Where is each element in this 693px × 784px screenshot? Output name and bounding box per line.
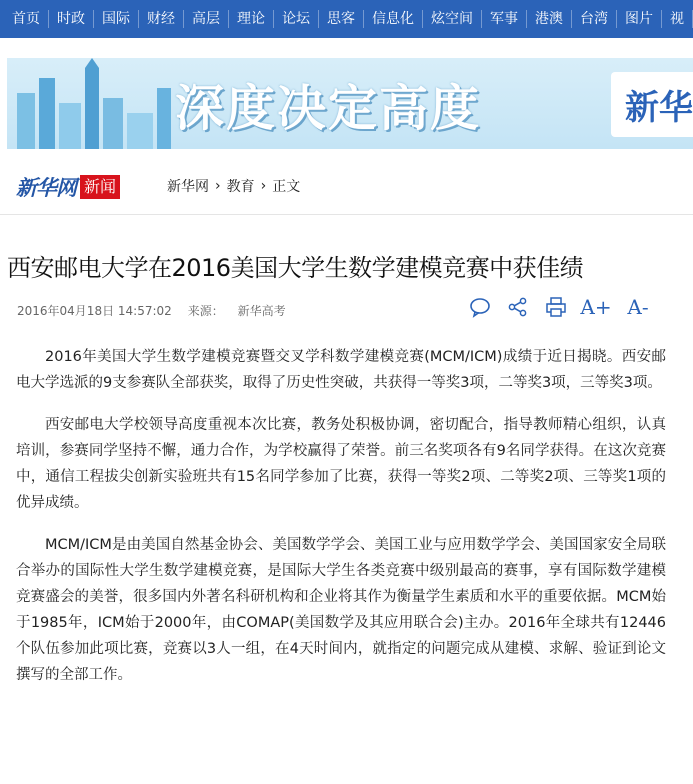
logo-name: 新华网 — [16, 176, 76, 200]
nav-item[interactable]: 理论 — [229, 10, 274, 28]
article-meta — [17, 302, 286, 319]
nav-item[interactable]: 论坛 — [274, 10, 319, 28]
nav-item[interactable]: 国际 — [94, 10, 139, 28]
breadcrumb-separator: › — [215, 178, 221, 194]
article-paragraph: MCM/ICM是由美国自然基金协会、美国数学学会、美国工业与应用数学学会、美国国家安全局联合举办的国际性大学生数学建模竞赛，是国际大学生各类竞赛中级别最高的赛事，享有国际数学建模竞赛盛会的美誉，很多国内外著名科研机构和企业将其作为衡量学生素质和水平的重要依据。MCM始于1985年，ICM始于2000年，由COMAP(美国数学及其应用联合会)主办。2016年全球共有12446个队伍参加此项比赛，竞赛以3人一组，在4天时间内，就指定的问题完成从建模、求解、验证到论文撰写的全部工作。 — [16, 537, 666, 683]
banner-ad[interactable] — [7, 58, 693, 149]
source-label: 来源： — [187, 304, 224, 318]
comment-icon[interactable] — [469, 296, 491, 318]
breadcrumb-education[interactable]: 教育 — [226, 179, 255, 195]
nav-item[interactable]: 图片 — [617, 10, 662, 28]
nav-item[interactable]: 视 — [662, 10, 693, 28]
breadcrumb — [167, 176, 300, 196]
nav-item[interactable]: 炫空间 — [423, 10, 482, 28]
article-body — [16, 344, 666, 704]
print-icon[interactable] — [545, 296, 567, 318]
banner-brand: 新华 — [611, 72, 693, 137]
xinhua-logo[interactable] — [16, 172, 120, 202]
article-title: 西安邮电大学在2016美国大学生数学建模竞赛中获佳绩 — [7, 254, 584, 282]
nav-item[interactable]: 台湾 — [572, 10, 617, 28]
nav-item[interactable]: 军事 — [482, 10, 527, 28]
article-date: 2016年04月18日 14:57:02 — [17, 304, 172, 318]
font-larger-icon[interactable]: A+ — [580, 295, 612, 319]
article-tools — [469, 296, 651, 318]
nav-item[interactable]: 时政 — [49, 10, 94, 28]
breadcrumb-separator: › — [260, 178, 267, 194]
article-paragraph: 2016年美国大学生数学建模竞赛暨交叉学科数学建模竞赛(MCM/ICM)成绩于近日揭晓。西安邮电大学选派的9支参赛队全部获奖，取得了历史性突破，共获得一等奖3项，二等奖3项，三等奖3项。 — [16, 349, 666, 391]
nav-item[interactable]: 首页 — [0, 10, 49, 28]
font-smaller-icon[interactable]: A- — [627, 295, 649, 319]
logo-section: 新闻 — [80, 175, 120, 199]
top-navigation — [0, 0, 693, 38]
share-icon[interactable] — [507, 296, 529, 318]
nav-item[interactable]: 信息化 — [364, 10, 423, 28]
nav-item[interactable]: 财经 — [139, 10, 184, 28]
city-skyline-graphic — [7, 58, 187, 149]
breadcrumb-home[interactable]: 新华网 — [167, 179, 209, 195]
nav-item[interactable]: 高层 — [184, 10, 229, 28]
banner-slogan: 深度决定高度 — [175, 80, 482, 137]
nav-item[interactable]: 港澳 — [527, 10, 572, 28]
article-paragraph: 西安邮电大学校领导高度重视本次比赛，教务处积极协调，密切配合，指导教师精心组织，认真培训，参赛同学坚持不懈，通力合作，为学校赢得了荣誉。前三名奖项各有9名同学获得。在这次竞赛中，通信工程拔尖创新实验班共有15名同学参加了比赛，获得一等奖2项、二等奖2项、三等奖1项的优异成绩。 — [16, 417, 666, 511]
article-source: 新华高考 — [237, 304, 286, 318]
breadcrumb-current: 正文 — [272, 179, 301, 195]
nav-item[interactable]: 思客 — [319, 10, 364, 28]
